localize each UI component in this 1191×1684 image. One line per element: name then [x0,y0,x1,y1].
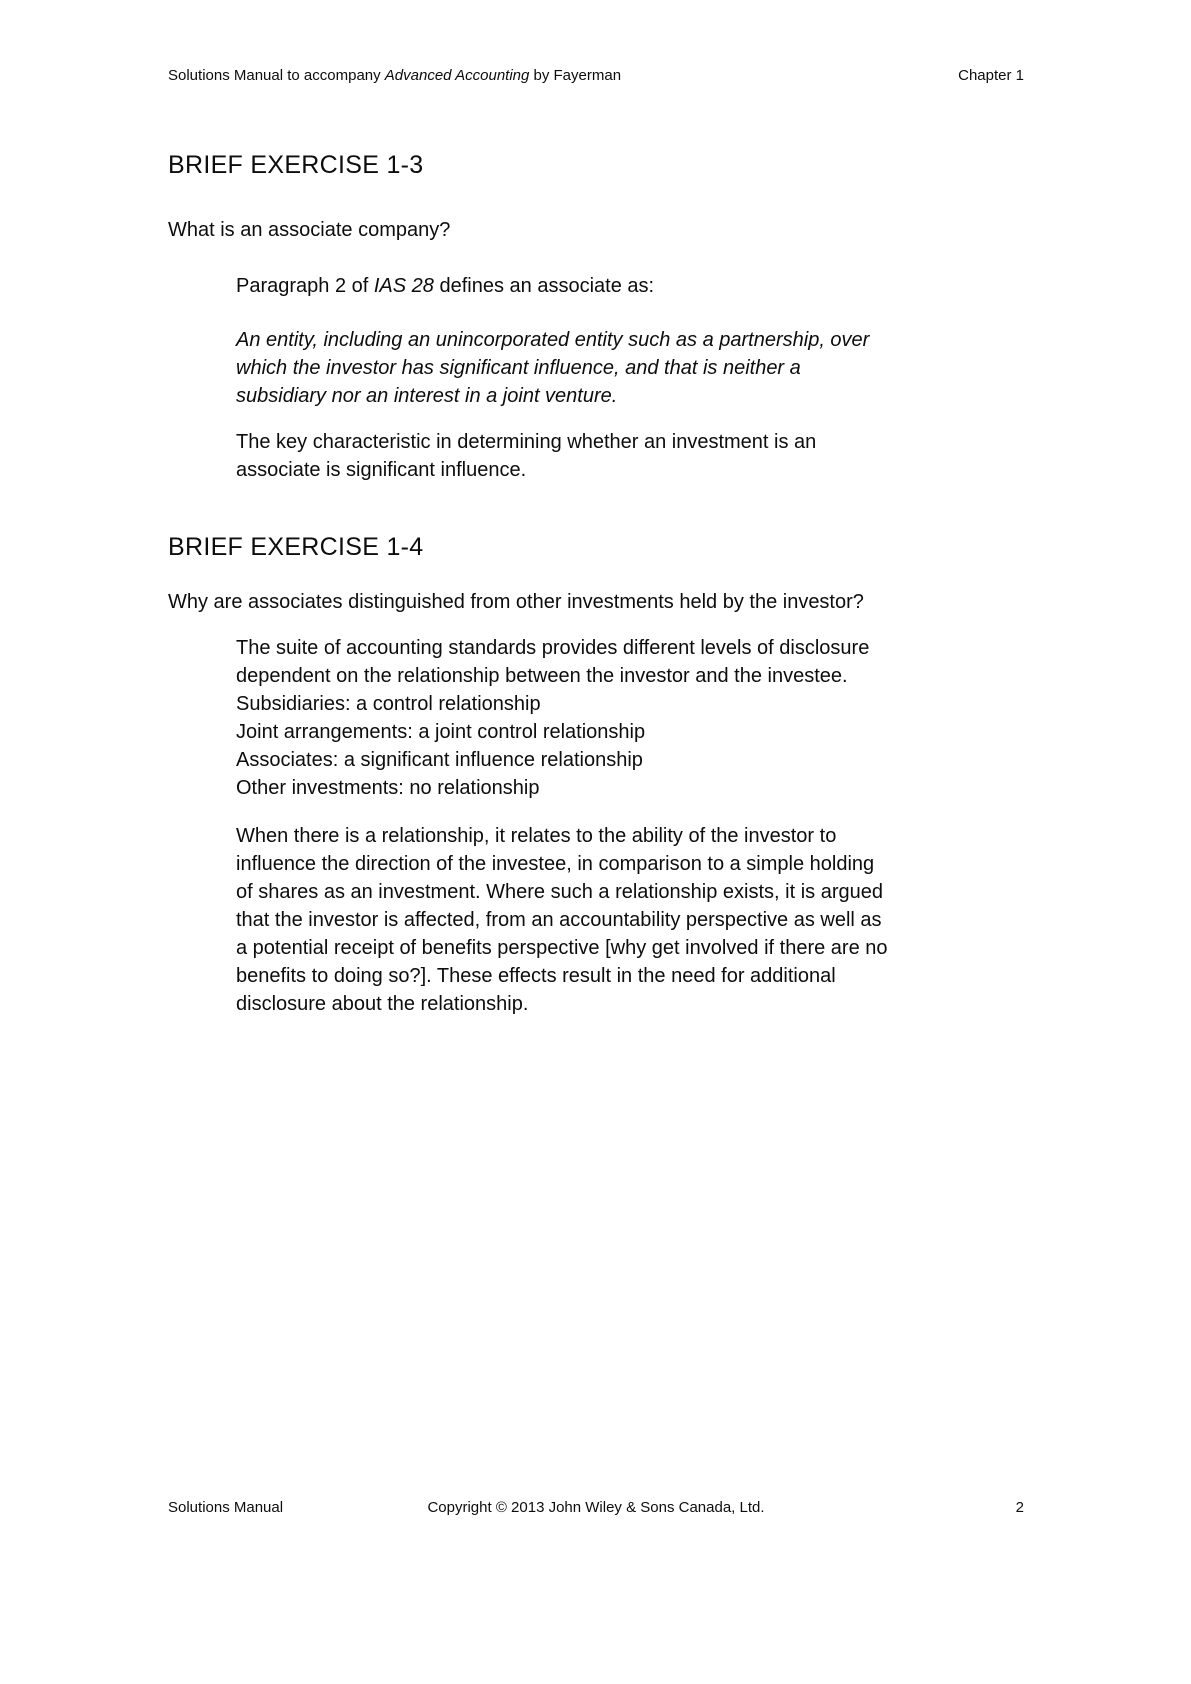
ias-definition-quote [236,326,1024,410]
paragraph-line: associate is significant influence. [236,459,527,481]
disclosure-levels-paragraph [236,634,1024,802]
relationship-type-line: Joint arrangements: a joint control relationship [236,721,646,743]
footer-copyright: Copyright © 2013 John Wiley & Sons Canada, Ltd. [427,1499,765,1516]
footer-page-number: 2 [1015,1499,1024,1516]
exercise-1-4-question: Why are associates distinguished from other investments held by the investor? [168,591,864,613]
key-characteristic-paragraph [236,428,1024,484]
paragraph-line: The key characteristic in determining whether an investment is an [236,431,817,453]
paragraph-line: influence the direction of the investee, in comparison to a simple holding [236,853,875,875]
exercise-1-4-heading: BRIEF EXERCISE 1-4 [168,533,424,561]
footer-document-title: Solutions Manual [168,1499,284,1516]
quote-line: An entity, including an unincorporated entity such as a partnership, over [236,329,870,351]
standard-reference: IAS 28 [373,275,434,297]
book-title: Advanced Accounting [384,67,530,84]
page-content [168,150,1024,1018]
paragraph-line: disclosure about the relationship. [236,993,529,1015]
paragraph-line: benefits to doing so?]. These effects result in the need for additional [236,965,836,987]
relationship-type-line: Other investments: no relationship [236,777,540,799]
paragraph-line: of shares as an investment. Where such a relationship exists, it is argued [236,881,883,903]
paragraph-line: When there is a relationship, it relates to the ability of the investor to [236,825,837,847]
quote-line: subsidiary nor an interest in a joint venture. [236,385,618,407]
exercise-1-3-question: What is an associate company? [168,219,451,241]
header-left-text: Solutions Manual to accompany [168,67,385,84]
exercise-1-3-heading: BRIEF EXERCISE 1-3 [168,151,424,179]
relationship-type-line: Subsidiaries: a control relationship [236,693,541,715]
header-chapter: Chapter 1 [958,67,1024,84]
paragraph-line: that the investor is affected, from an accountability perspective as well as [236,909,882,931]
relationship-type-line: Associates: a significant influence relationship [236,749,643,771]
page-header [168,66,1024,86]
paragraph-line: The suite of accounting standards provides different levels of disclosure [236,637,870,659]
paragraph-line: dependent on the relationship between the investor and the investee. [236,665,848,687]
paragraph-line: a potential receipt of benefits perspective [why get involved if there are no [236,937,888,959]
intro-post: defines an associate as: [433,275,655,297]
header-left [168,66,621,86]
intro-pre: Paragraph 2 of [236,275,374,297]
quote-line: which the investor has significant influence, and that is neither a [236,357,801,379]
exercise-1-3-intro [236,272,1024,300]
header-left-author: by Fayerman [529,67,622,84]
relationship-explanation-paragraph [236,822,1024,1018]
